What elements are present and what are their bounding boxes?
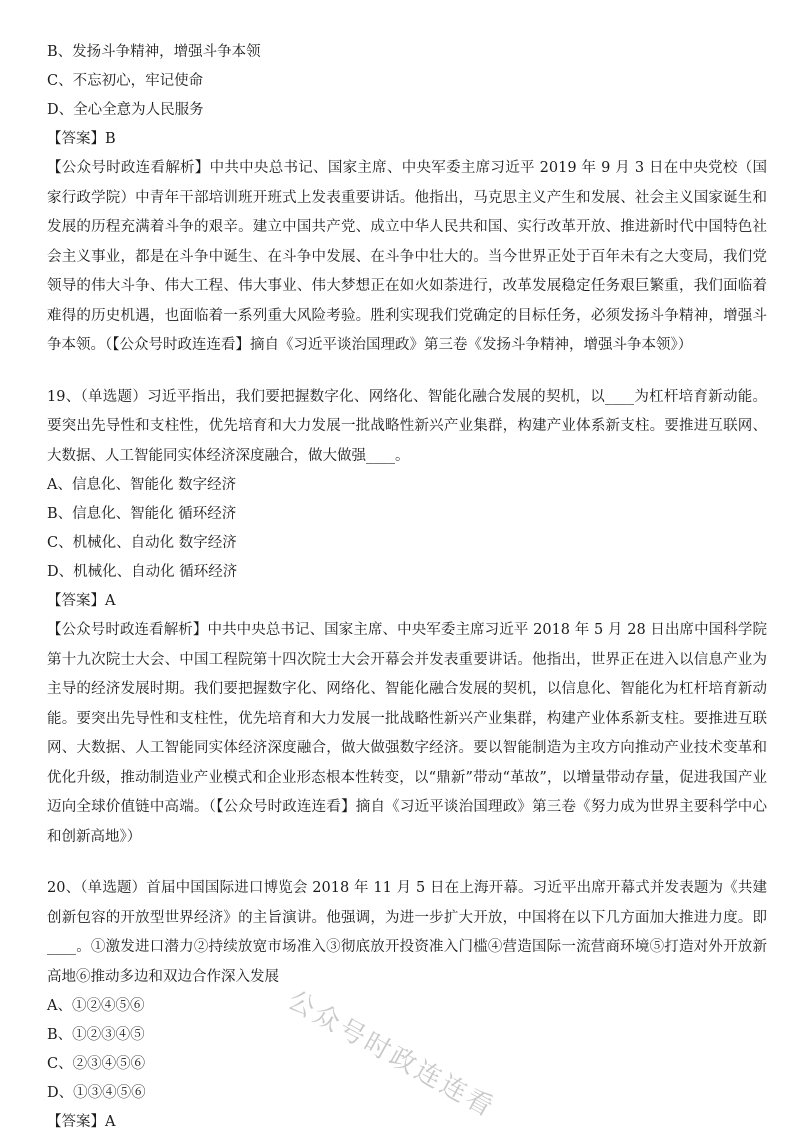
q19-option-a: A、信息化、智能化 数字经济 (47, 477, 237, 493)
analysis: 【公众号时政连看解析】中共中央总书记、国家主席、中央军委主席习近平 2019 年 9 月 3 日在中央党校（国家行政学院）中青年干部培训班开班式上发表重要讲话。他指出，马克思主义产生和发展、社会主义国家诞生和发展的历程充满着斗争的艰辛。建立中国共产党、成立中华人民共和国、实行改革开放、推进新时代中国特色社会主义事业，都是在斗争中诞生、在斗争中发展、在斗争中壮大的。当今世界正处于百年未有之大变局，我们党领导的伟大斗争、伟大工程、伟大事业、伟大梦想正在如火如荼进行，改革发展稳定任务艰巨繁重，我们面临着难得的历史机遇，也面临着一系列重大风险考验。胜利实现我们党确定的目标任务，必须发扬斗争精神，增强斗争本领。（【公众号时政连连看】摘自《习近平谈治国理政》第三卷《发扬斗争精神，增强斗争本领》） (47, 160, 767, 353)
q19-option-c: C、机械化、自动化 数字经济 (47, 535, 237, 551)
option-c: C、不忘初心，牢记使命 (47, 73, 204, 89)
watermark: 公众号时政连连看 (282, 985, 501, 1124)
q19-option-d: D、机械化、自动化 循环经济 (47, 564, 238, 580)
q20-option-b: B、①②③④⑤ (47, 1027, 145, 1043)
q20-answer: 【答案】A (47, 1114, 116, 1130)
q20-option-d: D、①③④⑤⑥ (47, 1085, 146, 1101)
q19-answer: 【答案】A (47, 593, 116, 609)
answer: 【答案】B (47, 131, 116, 147)
option-b: B、发扬斗争精神，增强斗争本领 (47, 44, 261, 60)
document-page (47, 38, 767, 1137)
question-19-stem: 19、（单选题）习近平指出，我们要把握数字化、网络化、智能化融合发展的契机，以____为杠杆培育新动能。要突出先导性和支柱性，优先培育和大力发展一批战略性新兴产业集群，构建产业体系新支柱。要推进互联网、大数据、人工智能同实体经济深度融合，做大做强____。 (47, 388, 767, 464)
q20-option-c: C、②③④⑤⑥ (47, 1056, 146, 1072)
option-d: D、全心全意为人民服务 (47, 102, 204, 118)
question-20-stem: 20、（单选题）首届中国国际进口博览会 2018 年 11 月 5 日在上海开幕。习近平出席开幕式并发表题为《共建创新包容的开放型世界经济》的主旨演讲。他强调，为进一步扩大开放，中国将在以下几方面加大推进力度。即____。①激发进口潜力②持续放宽市场准入③彻底放开投资准入门槛④营造国际一流营商环境⑤打造对外开放新高地⑥推动多边和双边合作深入发展 (47, 880, 767, 985)
q19-option-b: B、信息化、智能化 循环经济 (47, 506, 237, 522)
q20-option-a: A、①②④⑤⑥ (47, 998, 145, 1014)
q19-analysis: 【公众号时政连看解析】中共中央总书记、国家主席、中央军委主席习近平 2018 年 5 月 28 日出席中国科学院第十九次院士大会、中国工程院第十四次院士大会开幕会并发表重要讲话。他指出，世界正在进入以信息产业为主导的经济发展时期。我们要把握数字化、网络化、智能化融合发展的契机，以信息化、智能化为杠杆培育新动能。要突出先导性和支柱性，优先培育和大力发展一批战略性新兴产业集群，构建产业体系新支柱。要推进互联网、大数据、人工智能同实体经济深度融合，做大做强数字经济。要以智能制造为主攻方向推动产业技术变革和优化升级，推动制造业产业模式和企业形态根本性转变，以“鼎新”带动“革故”，以增量带动存量，促进我国产业迈向全球价值链中高端。（【公众号时政连连看】摘自《习近平谈治国理政》第三卷《努力成为世界主要科学中心和创新高地》） (47, 622, 767, 845)
